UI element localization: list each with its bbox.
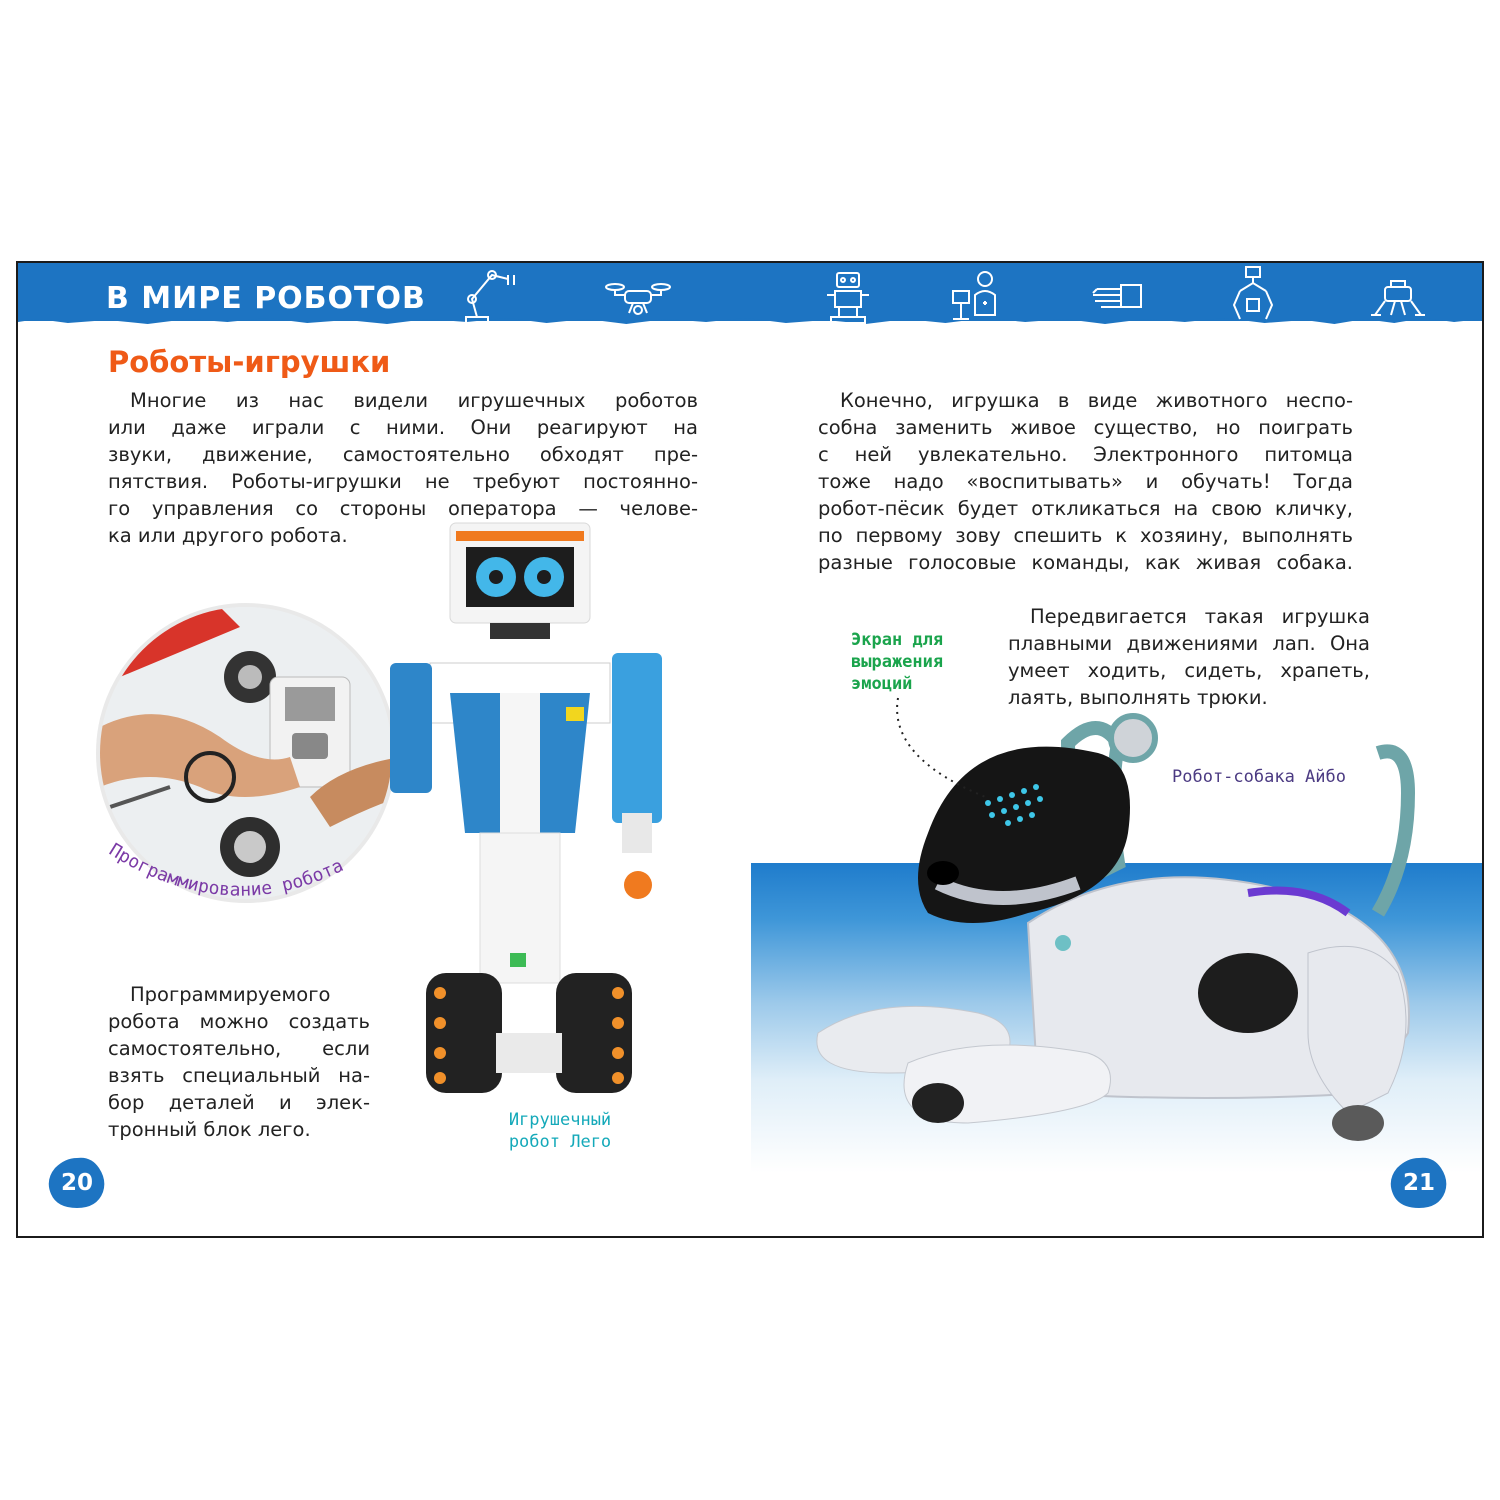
svg-text:Программирование робота: Программирование робота [105, 839, 347, 901]
text-line: бор деталей и элек- [108, 1091, 370, 1114]
text-line: или даже играли с ними. Они реагируют на [108, 416, 698, 439]
page-number-right [1390, 1156, 1448, 1210]
text-line: по первому зову спешить к хозяину, выполнять [818, 524, 1353, 547]
screen-caption [851, 629, 943, 695]
text-line: с ней увлекательно. Электронного питомца [818, 443, 1353, 466]
text-line: собна заменить живое существо, но поиграть [818, 416, 1353, 439]
right-paragraph-1 [818, 387, 1353, 576]
robot-icon [813, 265, 883, 327]
pointer-line [878, 693, 998, 803]
page-number-text: 20 [60, 1170, 93, 1196]
text-line: плавными движениями лап. Она [1008, 632, 1370, 655]
medical-robot-icon [943, 265, 1013, 327]
header-title: В МИРЕ РОБОТОВ [106, 281, 426, 316]
lego-caption [480, 1109, 640, 1153]
text-line: робот-пёсик будет откликаться на свою кличку, [818, 497, 1353, 520]
text-line: лаять, выполнять трюки. [1008, 686, 1268, 709]
aibo-caption: Робот-собака Айбо [1172, 767, 1346, 787]
text-line: тоже надо «воспитывать» и обучать! Тогда [818, 470, 1353, 493]
robot-arm-icon [458, 265, 528, 327]
caption-line: выражения [851, 652, 944, 672]
lego-robot-image [390, 513, 720, 1103]
text-line: самостоятельно, если [108, 1037, 370, 1060]
section-title: Роботы-игрушки [108, 345, 391, 379]
text-line: звуки, движение, самостоятельно обходят пре- [108, 443, 698, 466]
book-spread [16, 261, 1484, 1238]
drone-icon [603, 265, 673, 327]
programming-caption [98, 823, 398, 943]
text-line: взять специальный на- [108, 1064, 370, 1087]
text-line: Конечно, игрушка в виде животного неспо- [840, 389, 1353, 412]
caption-line: робот Лего [508, 1132, 612, 1152]
caption-line: Игрушечный [508, 1110, 612, 1130]
text-line: го управления со стороны оператора — челове- [108, 497, 698, 520]
text-line: ка или другого робота. [108, 524, 348, 547]
text-line: пятствия. Роботы-игрушки не требуют постоянно- [108, 470, 698, 493]
page-number-text: 21 [1402, 1170, 1435, 1196]
robot-hand-icon [1081, 265, 1151, 327]
page-number-left [48, 1156, 106, 1210]
gripper-icon [1218, 265, 1288, 327]
lunar-rover-icon [1363, 265, 1433, 327]
caption-line: Экран для [851, 630, 944, 650]
text-line: Передвигается такая игрушка [1030, 605, 1370, 628]
left-programmable-paragraph [108, 981, 370, 1143]
text-line: робота можно создать [108, 1010, 370, 1033]
text-line: Программируемого [130, 983, 331, 1006]
text-line: Многие из нас видели игрушечных роботов [130, 389, 698, 412]
text-line: тронный блок лего. [108, 1118, 311, 1141]
text-line: умеет ходить, сидеть, храпеть, [1008, 659, 1370, 682]
caption-line: эмоций [851, 674, 913, 694]
text-line: разные голосовые команды, как живая собака. [818, 551, 1353, 574]
